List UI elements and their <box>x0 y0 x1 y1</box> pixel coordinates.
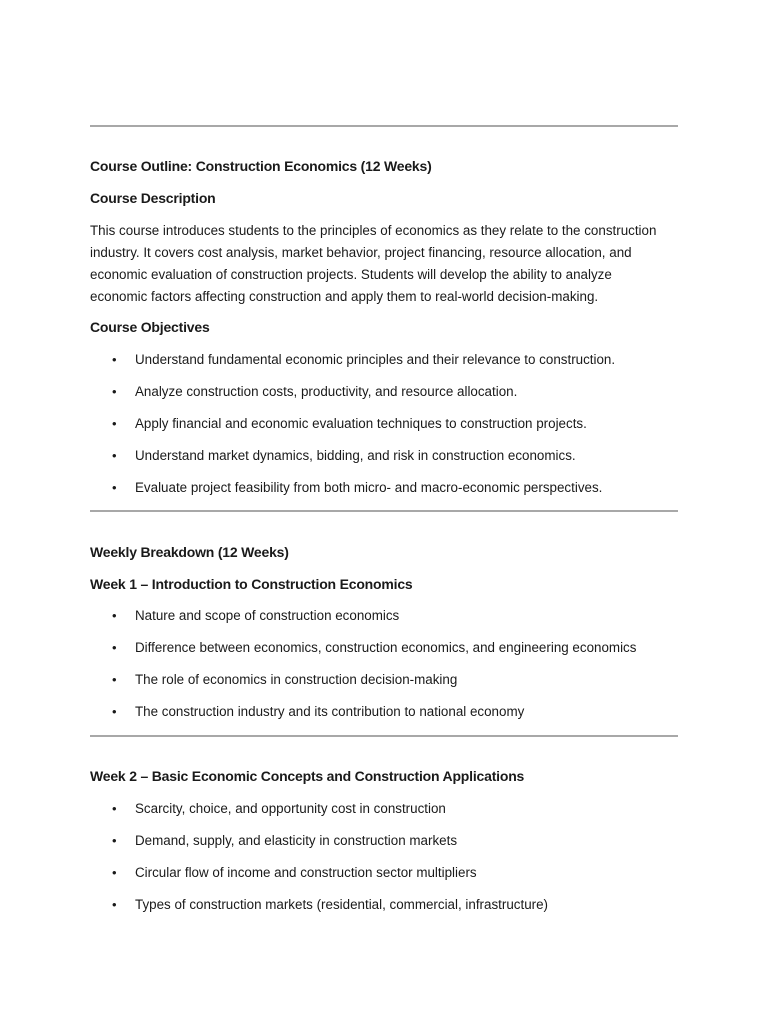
list-item <box>90 479 678 511</box>
list-item-text: Demand, supply, and elasticity in construction markets <box>135 833 458 848</box>
list-item <box>90 800 678 832</box>
list-item-text: The construction industry and its contribution to national economy <box>135 704 525 719</box>
bullet-icon: • <box>112 897 117 912</box>
list-item-text: Types of construction markets (residential, commercial, infrastructure) <box>135 897 549 912</box>
list-item-text: Circular flow of income and construction sector multipliers <box>135 865 477 880</box>
list-item-text: Difference between economics, construction economics, and engineering economics <box>135 640 637 655</box>
bullet-icon: • <box>112 672 117 687</box>
list-item-text: Scarcity, choice, and opportunity cost in construction <box>135 801 446 816</box>
list-item <box>90 896 678 928</box>
list-item-text: Understand market dynamics, bidding, and risk in construction economics. <box>135 448 576 463</box>
list-item <box>90 671 678 703</box>
list-item <box>90 639 678 671</box>
weekly-breakdown-heading: Weekly Breakdown (12 Weeks) <box>90 544 289 560</box>
bullet-icon: • <box>112 416 117 431</box>
list-item <box>90 415 678 447</box>
bullet-icon: • <box>112 704 117 719</box>
horizontal-rule <box>90 735 678 737</box>
bullet-icon: • <box>112 865 117 880</box>
description-line: This course introduces students to the principles of economics as they relate to the construction <box>90 223 657 238</box>
week-1-list <box>90 607 678 735</box>
horizontal-rule <box>90 125 678 127</box>
bullet-icon: • <box>112 608 117 623</box>
week-2-heading: Week 2 – Basic Economic Concepts and Construction Applications <box>90 768 525 784</box>
list-item-text: The role of economics in construction decision-making <box>135 672 458 687</box>
course-description-heading: Course Description <box>90 190 216 206</box>
list-item-text: Nature and scope of construction economics <box>135 608 400 623</box>
description-line: economic evaluation of construction projects. Students will develop the ability to analyze <box>90 267 612 282</box>
bullet-icon: • <box>112 801 117 816</box>
list-item <box>90 351 678 383</box>
list-item-text: Analyze construction costs, productivity, and resource allocation. <box>135 384 518 399</box>
list-item <box>90 864 678 896</box>
horizontal-rule <box>90 510 678 512</box>
bullet-icon: • <box>112 448 117 463</box>
list-item-text: Evaluate project feasibility from both micro- and macro-economic perspectives. <box>135 480 603 495</box>
bullet-icon: • <box>112 640 117 655</box>
course-outline-title: Course Outline: Construction Economics (12 Weeks) <box>90 158 432 174</box>
week-2-list <box>90 800 678 928</box>
list-item <box>90 447 678 479</box>
list-item-text: Understand fundamental economic principles and their relevance to construction. <box>135 352 616 367</box>
list-item <box>90 607 678 639</box>
list-item <box>90 832 678 864</box>
list-item <box>90 383 678 415</box>
bullet-icon: • <box>112 352 117 367</box>
bullet-icon: • <box>112 833 117 848</box>
course-objectives-heading: Course Objectives <box>90 319 210 335</box>
description-line: industry. It covers cost analysis, market behavior, project financing, resource allocation, and <box>90 245 632 260</box>
description-line: economic factors affecting construction and apply them to real-world decision-making. <box>90 289 599 304</box>
objectives-list <box>90 351 678 511</box>
list-item-text: Apply financial and economic evaluation techniques to construction projects. <box>135 416 587 431</box>
course-description-paragraph <box>90 220 680 308</box>
list-item <box>90 703 678 735</box>
week-1-heading: Week 1 – Introduction to Construction Economics <box>90 576 413 592</box>
bullet-icon: • <box>112 384 117 399</box>
bullet-icon: • <box>112 480 117 495</box>
